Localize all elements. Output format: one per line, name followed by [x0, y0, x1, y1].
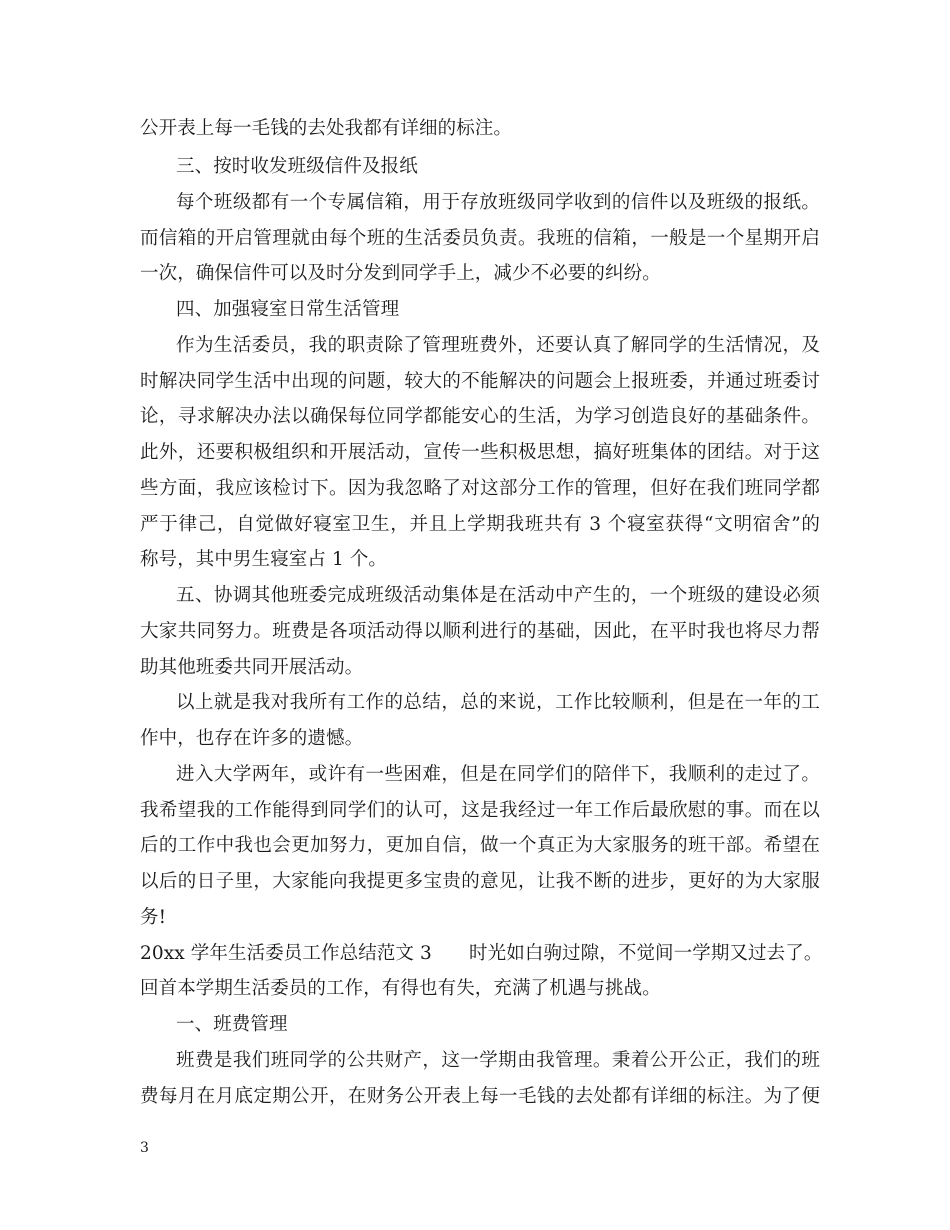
text-line: 助其他班委共同开展活动。	[140, 657, 364, 678]
text-line: 称号，其中男生寝室占 1 个。	[140, 549, 388, 570]
text-line: 论，寻求解决办法以确保每位同学都能安心的生活，为学习创造良好的基础条件。	[140, 406, 820, 427]
text-line: 每个班级都有一个专属信箱，用于存放班级同学收到的信件以及班级的报纸。	[176, 192, 820, 213]
text-line: 时解决同学生活中出现的问题，较大的不能解决的问题会上报班委，并通过班委讨	[140, 371, 820, 392]
text-line: 一次，确保信件可以及时分发到同学手上，减少不必要的纠纷。	[140, 263, 661, 284]
section-heading: 一、班费管理	[176, 1014, 288, 1035]
text-line: 回首本学期生活委员的工作，有得也有失，充满了机遇与挑战。	[140, 978, 661, 999]
article-title-line: 20xx 学年生活委员工作总结范文 3 时光如白驹过隙，不觉间一学期又过去了。	[140, 943, 823, 964]
section-heading: 三、按时收发班级信件及报纸	[176, 156, 418, 177]
text-line: 些方面，我应该检讨下。因为我忽略了对这部分工作的管理，但好在我们班同学都	[140, 478, 820, 499]
page-number: 3	[140, 1140, 149, 1156]
text-line: 大家共同努力。班费是各项活动得以顺利进行的基础，因此，在平时我也将尽力帮	[140, 621, 820, 642]
text-line: 费每月在月底定期公开，在财务公开表上每一毛钱的去处都有详细的标注。为了便	[140, 1086, 820, 1107]
text-line: 务!	[140, 907, 167, 928]
section-heading: 四、加强寝室日常生活管理	[176, 299, 400, 320]
text-line: 我希望我的工作能得到同学们的认可，这是我经过一年工作后最欣慰的事。而在以	[140, 800, 820, 821]
text-line: 而信箱的开启管理就由每个班的生活委员负责。我班的信箱，一般是一个星期开启	[140, 228, 820, 249]
text-line: 此外，还要积极组织和开展活动，宣传一些积极思想，搞好班集体的团结。对于这	[140, 442, 820, 463]
text-line: 以上就是我对我所有工作的总结，总的来说，工作比较顺利，但是在一年的工	[176, 692, 820, 713]
text-line: 作中，也存在许多的遗憾。	[140, 728, 364, 749]
text-line: 严于律己，自觉做好寝室卫生，并且上学期我班共有 3 个寝室获得“文明宿舍”的	[140, 514, 820, 535]
text-line: 班费是我们班同学的公共财产，这一学期由我管理。秉着公开公正，我们的班	[176, 1050, 820, 1071]
text-line: 公开表上每一毛钱的去处我都有详细的标注。	[140, 118, 513, 139]
section-heading: 五、协调其他班委完成班级活动集体是在活动中产生的，一个班级的建设必须	[176, 585, 820, 606]
text-line: 进入大学两年，或许有一些困难，但是在同学们的陪伴下，我顺利的走过了。	[176, 764, 820, 785]
text-line: 后的工作中我也会更加努力，更加自信，做一个真正为大家服务的班干部。希望在	[140, 835, 820, 856]
text-line: 作为生活委员，我的职责除了管理班费外，还要认真了解同学的生活情况，及	[176, 335, 820, 356]
text-line: 以后的日子里，大家能向我提更多宝贵的意见，让我不断的进步，更好的为大家服	[140, 871, 820, 892]
